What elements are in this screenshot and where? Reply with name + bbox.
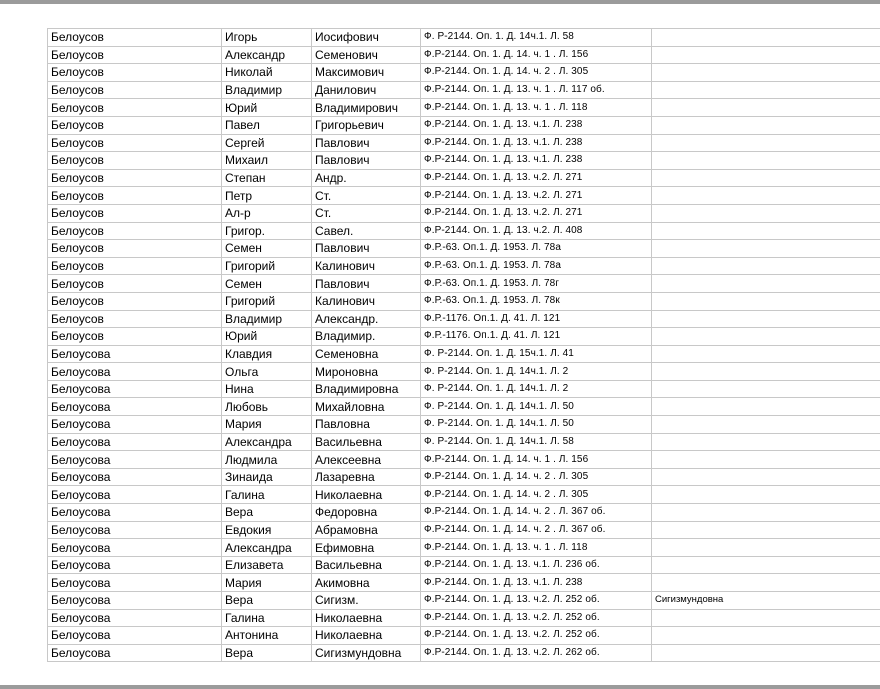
cell-patronymic: Павлович (312, 152, 421, 170)
table-row (48, 187, 880, 205)
cell-surname: Белоусова (48, 609, 222, 627)
cell-archive-reference: Ф.Р-2144. Оп. 1. Д. 14. ч. 1 . Л. 156 (421, 451, 652, 469)
cell-note (652, 310, 880, 328)
cell-archive-reference: Ф.Р.-1176. Оп.1. Д. 41. Л. 121 (421, 328, 652, 346)
cell-patronymic: Александр. (312, 310, 421, 328)
document-page (0, 4, 880, 685)
table-row (48, 486, 880, 504)
cell-surname: Белоусова (48, 380, 222, 398)
cell-note (652, 204, 880, 222)
cell-note (652, 380, 880, 398)
cell-first-name: Александра (222, 433, 312, 451)
cell-surname: Белоусова (48, 451, 222, 469)
cell-first-name: Григорий (222, 292, 312, 310)
cell-surname: Белоусов (48, 240, 222, 258)
cell-archive-reference: Ф.Р-2144. Оп. 1. Д. 13. ч.2. Л. 271 (421, 187, 652, 205)
cell-note (652, 556, 880, 574)
table-row (48, 644, 880, 662)
cell-first-name: Елизавета (222, 556, 312, 574)
cell-note (652, 187, 880, 205)
table-row (48, 468, 880, 486)
cell-first-name: Юрий (222, 328, 312, 346)
cell-archive-reference: Ф.Р-2144. Оп. 1. Д. 14. ч. 1 . Л. 156 (421, 46, 652, 64)
cell-archive-reference: Ф.Р-2144. Оп. 1. Д. 14. ч. 2 . Л. 305 (421, 64, 652, 82)
cell-archive-reference: Ф.Р.-63. Оп.1. Д. 1953. Л. 78к (421, 292, 652, 310)
table-row (48, 345, 880, 363)
cell-patronymic: Калинович (312, 292, 421, 310)
table-row (48, 204, 880, 222)
cell-patronymic: Иосифович (312, 29, 421, 47)
cell-first-name: Галина (222, 609, 312, 627)
cell-surname: Белоусова (48, 486, 222, 504)
cell-first-name: Антонина (222, 627, 312, 645)
cell-patronymic: Владимирович (312, 99, 421, 117)
cell-archive-reference: Ф.Р-2144. Оп. 1. Д. 13. ч.1. Л. 238 (421, 152, 652, 170)
table-row (48, 380, 880, 398)
cell-note (652, 468, 880, 486)
cell-patronymic: Николаевна (312, 486, 421, 504)
cell-archive-reference: Ф. Р-2144. Оп. 1. Д. 14ч.1. Л. 2 (421, 380, 652, 398)
cell-surname: Белоусов (48, 29, 222, 47)
cell-first-name: Любовь (222, 398, 312, 416)
cell-first-name: Сергей (222, 134, 312, 152)
cell-archive-reference: Ф. Р-2144. Оп. 1. Д. 14ч.1. Л. 50 (421, 416, 652, 434)
cell-note (652, 240, 880, 258)
table-row (48, 46, 880, 64)
cell-patronymic: Абрамовна (312, 521, 421, 539)
table-row (48, 257, 880, 275)
cell-archive-reference: Ф.Р-2144. Оп. 1. Д. 13. ч. 1 . Л. 117 об. (421, 81, 652, 99)
cell-patronymic: Павлович (312, 240, 421, 258)
table-row (48, 275, 880, 293)
cell-archive-reference: Ф. Р-2144. Оп. 1. Д. 15ч.1. Л. 41 (421, 345, 652, 363)
cell-note (652, 169, 880, 187)
cell-note (652, 433, 880, 451)
cell-first-name: Александра (222, 539, 312, 557)
cell-note (652, 504, 880, 522)
cell-archive-reference: Ф.Р-2144. Оп. 1. Д. 13. ч.2. Л. 262 об. (421, 644, 652, 662)
cell-archive-reference: Ф.Р-2144. Оп. 1. Д. 13. ч. 1 . Л. 118 (421, 99, 652, 117)
cell-first-name: Юрий (222, 99, 312, 117)
cell-archive-reference: Ф. Р-2144. Оп. 1. Д. 14ч.1. Л. 50 (421, 398, 652, 416)
cell-first-name: Николай (222, 64, 312, 82)
cell-note (652, 64, 880, 82)
cell-first-name: Мария (222, 574, 312, 592)
cell-archive-reference: Ф.Р-2144. Оп. 1. Д. 13. ч.1. Л. 238 (421, 134, 652, 152)
cell-note (652, 292, 880, 310)
cell-archive-reference: Ф.Р-2144. Оп. 1. Д. 14. ч. 2 . Л. 367 об. (421, 521, 652, 539)
cell-note (652, 539, 880, 557)
cell-archive-reference: Ф.Р.-63. Оп.1. Д. 1953. Л. 78а (421, 240, 652, 258)
cell-note (652, 116, 880, 134)
cell-first-name: Михаил (222, 152, 312, 170)
cell-surname: Белоусова (48, 433, 222, 451)
cell-patronymic: Семенович (312, 46, 421, 64)
cell-archive-reference: Ф. Р-2144. Оп. 1. Д. 14ч.1. Л. 58 (421, 433, 652, 451)
cell-surname: Белоусов (48, 257, 222, 275)
cell-patronymic: Андр. (312, 169, 421, 187)
table-row (48, 556, 880, 574)
records-table-body (48, 29, 880, 662)
cell-surname: Белоусов (48, 292, 222, 310)
cell-first-name: Мария (222, 416, 312, 434)
cell-surname: Белоусов (48, 116, 222, 134)
cell-patronymic: Павлович (312, 275, 421, 293)
cell-surname: Белоусова (48, 398, 222, 416)
cell-surname: Белоусова (48, 345, 222, 363)
cell-note (652, 398, 880, 416)
cell-note (652, 644, 880, 662)
cell-surname: Белоусов (48, 328, 222, 346)
table-row (48, 310, 880, 328)
cell-patronymic: Савел. (312, 222, 421, 240)
cell-surname: Белоусов (48, 310, 222, 328)
cell-patronymic: Ст. (312, 187, 421, 205)
cell-archive-reference: Ф.Р.-63. Оп.1. Д. 1953. Л. 78а (421, 257, 652, 275)
cell-patronymic: Лазаревна (312, 468, 421, 486)
cell-archive-reference: Ф.Р.-63. Оп.1. Д. 1953. Л. 78г (421, 275, 652, 293)
cell-note (652, 81, 880, 99)
cell-first-name: Григорий (222, 257, 312, 275)
cell-note: Сигизмундовна (652, 592, 880, 610)
table-row (48, 29, 880, 47)
cell-archive-reference: Ф.Р-2144. Оп. 1. Д. 13. ч.2. Л. 271 (421, 204, 652, 222)
cell-patronymic: Павловна (312, 416, 421, 434)
cell-note (652, 451, 880, 469)
records-table (47, 28, 880, 662)
cell-first-name: Ал-р (222, 204, 312, 222)
cell-patronymic: Васильевна (312, 433, 421, 451)
cell-first-name: Людмила (222, 451, 312, 469)
table-row (48, 627, 880, 645)
cell-patronymic: Мироновна (312, 363, 421, 381)
cell-patronymic: Ефимовна (312, 539, 421, 557)
cell-note (652, 257, 880, 275)
cell-patronymic: Сигизмундовна (312, 644, 421, 662)
table-row (48, 398, 880, 416)
table-row (48, 116, 880, 134)
cell-patronymic: Акимовна (312, 574, 421, 592)
cell-archive-reference: Ф.Р-2144. Оп. 1. Д. 13. ч.1. Л. 238 (421, 574, 652, 592)
table-row (48, 363, 880, 381)
cell-first-name: Зинаида (222, 468, 312, 486)
table-row (48, 99, 880, 117)
cell-patronymic: Григорьевич (312, 116, 421, 134)
cell-note (652, 363, 880, 381)
cell-surname: Белоусова (48, 363, 222, 381)
cell-first-name: Игорь (222, 29, 312, 47)
table-row (48, 64, 880, 82)
cell-archive-reference: Ф.Р.-1176. Оп.1. Д. 41. Л. 121 (421, 310, 652, 328)
table-row (48, 592, 880, 610)
cell-first-name: Семен (222, 240, 312, 258)
table-row (48, 539, 880, 557)
cell-surname: Белоусова (48, 416, 222, 434)
cell-surname: Белоусов (48, 187, 222, 205)
cell-patronymic: Владимир. (312, 328, 421, 346)
cell-patronymic: Васильевна (312, 556, 421, 574)
cell-note (652, 152, 880, 170)
cell-patronymic: Николаевна (312, 627, 421, 645)
cell-archive-reference: Ф.Р-2144. Оп. 1. Д. 14. ч. 2 . Л. 305 (421, 486, 652, 504)
cell-patronymic: Владимировна (312, 380, 421, 398)
table-row (48, 451, 880, 469)
cell-note (652, 275, 880, 293)
cell-first-name: Степан (222, 169, 312, 187)
cell-patronymic: Сигизм. (312, 592, 421, 610)
cell-surname: Белоусов (48, 99, 222, 117)
cell-first-name: Владимир (222, 310, 312, 328)
cell-archive-reference: Ф.Р-2144. Оп. 1. Д. 13. ч.2. Л. 271 (421, 169, 652, 187)
cell-note (652, 222, 880, 240)
cell-note (652, 416, 880, 434)
cell-surname: Белоусова (48, 574, 222, 592)
table-row (48, 433, 880, 451)
cell-first-name: Ольга (222, 363, 312, 381)
cell-first-name: Григор. (222, 222, 312, 240)
cell-surname: Белоусов (48, 152, 222, 170)
cell-note (652, 609, 880, 627)
cell-first-name: Владимир (222, 81, 312, 99)
cell-surname: Белоусов (48, 222, 222, 240)
cell-surname: Белоусов (48, 169, 222, 187)
cell-archive-reference: Ф.Р-2144. Оп. 1. Д. 14. ч. 2 . Л. 367 об. (421, 504, 652, 522)
cell-archive-reference: Ф.Р-2144. Оп. 1. Д. 13. ч. 1 . Л. 118 (421, 539, 652, 557)
cell-patronymic: Семеновна (312, 345, 421, 363)
table-row (48, 169, 880, 187)
cell-note (652, 486, 880, 504)
cell-surname: Белоусов (48, 46, 222, 64)
table-row (48, 134, 880, 152)
cell-patronymic: Павлович (312, 134, 421, 152)
cell-archive-reference: Ф.Р-2144. Оп. 1. Д. 14. ч. 2 . Л. 305 (421, 468, 652, 486)
cell-note (652, 29, 880, 47)
cell-patronymic: Федоровна (312, 504, 421, 522)
cell-first-name: Евдокия (222, 521, 312, 539)
cell-patronymic: Данилович (312, 81, 421, 99)
table-row (48, 504, 880, 522)
cell-note (652, 46, 880, 64)
cell-first-name: Нина (222, 380, 312, 398)
cell-archive-reference: Ф.Р-2144. Оп. 1. Д. 13. ч.1. Л. 236 об. (421, 556, 652, 574)
cell-surname: Белоусов (48, 64, 222, 82)
cell-note (652, 627, 880, 645)
cell-first-name: Петр (222, 187, 312, 205)
cell-surname: Белоусов (48, 81, 222, 99)
cell-archive-reference: Ф.Р-2144. Оп. 1. Д. 13. ч.2. Л. 252 об. (421, 592, 652, 610)
cell-patronymic: Михайловна (312, 398, 421, 416)
cell-archive-reference: Ф. Р-2144. Оп. 1. Д. 14ч.1. Л. 58 (421, 29, 652, 47)
table-row (48, 609, 880, 627)
table-row (48, 81, 880, 99)
cell-surname: Белоусова (48, 521, 222, 539)
table-row (48, 222, 880, 240)
cell-note (652, 345, 880, 363)
cell-patronymic: Ст. (312, 204, 421, 222)
cell-archive-reference: Ф.Р-2144. Оп. 1. Д. 13. ч.1. Л. 238 (421, 116, 652, 134)
cell-first-name: Павел (222, 116, 312, 134)
cell-archive-reference: Ф.Р-2144. Оп. 1. Д. 13. ч.2. Л. 252 об. (421, 627, 652, 645)
cell-first-name: Вера (222, 504, 312, 522)
cell-first-name: Семен (222, 275, 312, 293)
cell-archive-reference: Ф. Р-2144. Оп. 1. Д. 14ч.1. Л. 2 (421, 363, 652, 381)
cell-surname: Белоусова (48, 556, 222, 574)
cell-surname: Белоусов (48, 134, 222, 152)
cell-first-name: Галина (222, 486, 312, 504)
cell-surname: Белоусов (48, 275, 222, 293)
cell-note (652, 134, 880, 152)
cell-patronymic: Максимович (312, 64, 421, 82)
table-row (48, 521, 880, 539)
cell-surname: Белоусов (48, 204, 222, 222)
cell-surname: Белоусова (48, 627, 222, 645)
cell-note (652, 99, 880, 117)
table-row (48, 152, 880, 170)
cell-first-name: Вера (222, 644, 312, 662)
cell-surname: Белоусова (48, 592, 222, 610)
cell-note (652, 574, 880, 592)
cell-archive-reference: Ф.Р-2144. Оп. 1. Д. 13. ч.2. Л. 408 (421, 222, 652, 240)
cell-patronymic: Алексеевна (312, 451, 421, 469)
cell-patronymic: Николаевна (312, 609, 421, 627)
cell-note (652, 521, 880, 539)
table-row (48, 292, 880, 310)
table-row (48, 328, 880, 346)
cell-archive-reference: Ф.Р-2144. Оп. 1. Д. 13. ч.2. Л. 252 об. (421, 609, 652, 627)
cell-first-name: Александр (222, 46, 312, 64)
cell-surname: Белоусова (48, 644, 222, 662)
cell-note (652, 328, 880, 346)
cell-surname: Белоусова (48, 539, 222, 557)
table-row (48, 240, 880, 258)
table-row (48, 574, 880, 592)
cell-patronymic: Калинович (312, 257, 421, 275)
bottom-border-bar (0, 685, 880, 689)
table-row (48, 416, 880, 434)
cell-surname: Белоусова (48, 504, 222, 522)
cell-first-name: Вера (222, 592, 312, 610)
cell-surname: Белоусова (48, 468, 222, 486)
cell-first-name: Клавдия (222, 345, 312, 363)
